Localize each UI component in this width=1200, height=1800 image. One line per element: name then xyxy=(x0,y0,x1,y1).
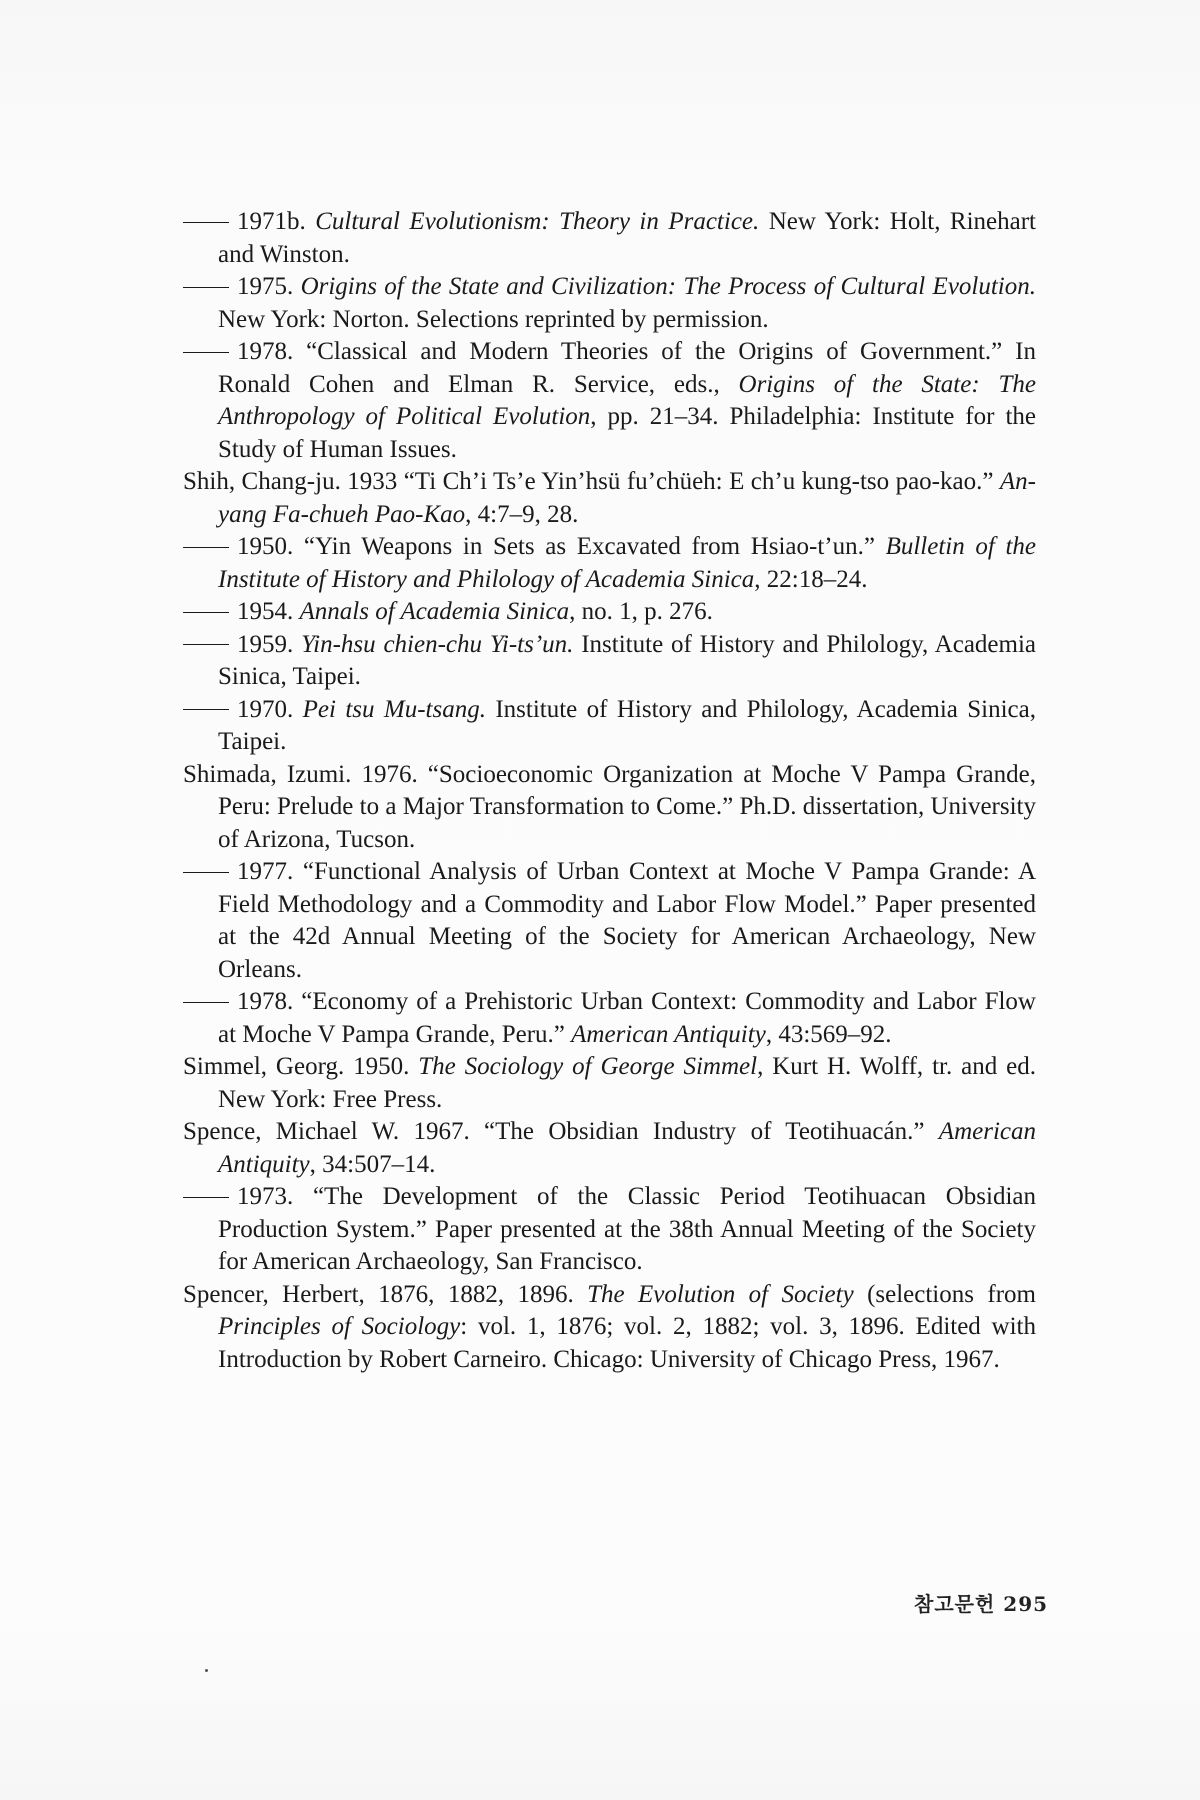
bibliography-entry xyxy=(183,1051,1036,1116)
entry-text: New York: Holt, Rinehart and Winston. xyxy=(218,208,1037,268)
entry-title-italic: Pei tsu Mu-tsang. xyxy=(302,695,486,723)
same-author-dash xyxy=(183,872,229,873)
entry-text: 1959. xyxy=(237,630,302,658)
entry-text: , no. 1, p. 276. xyxy=(569,598,713,625)
entry-text: , Kurt H. Wolff, tr. and ed. New York: Free Press. xyxy=(218,1053,1036,1113)
bibliography-entry xyxy=(183,206,1036,271)
same-author-dash xyxy=(183,709,229,710)
entry-title-italic: The Sociology of George Simmel xyxy=(418,1053,758,1080)
bibliography-entry xyxy=(183,271,1036,336)
bibliography-entry xyxy=(183,986,1036,1051)
bibliography-entry xyxy=(183,759,1036,857)
entry-text: Spencer, Herbert, 1876, 1882, 1896. xyxy=(183,1280,588,1308)
bibliography-entry xyxy=(183,629,1036,694)
entry-text: 1978. “Economy of a Prehistoric Urban Context: Commodity and Labor Flow at Moche V Pampa Grande, Peru.” xyxy=(218,988,1036,1048)
entry-text: 1950. “Yin Weapons in Sets as Excavated from Hsiao-t’un.” xyxy=(237,533,886,560)
entry-text: , 34:507–14. xyxy=(309,1150,436,1178)
entry-text: Spence, Michael W. 1967. “The Obsidian Industry of Teotihuacán.” xyxy=(183,1118,939,1145)
scan-speck xyxy=(205,1669,208,1672)
entry-title-italic: Bulletin of the Institute of History and Philology of Academia Sinica xyxy=(218,533,1036,593)
entry-text: : vol. 1, 1876; vol. 2, 1882; vol. 3, 1896. Edited with Introduction by Robert Carneiro. Chicago: University of Chicago Press, 1967. xyxy=(218,1313,1036,1373)
same-author-dash xyxy=(183,287,229,288)
entry-title-italic: Principles of Sociology xyxy=(218,1313,461,1340)
entry-text: , 4:7–9, 28. xyxy=(465,500,579,528)
page-footer xyxy=(914,1588,1048,1617)
bibliography-entry xyxy=(183,856,1036,986)
entry-text: Simmel, Georg. 1950. xyxy=(183,1053,419,1080)
same-author-dash xyxy=(183,222,229,223)
entry-text: New York: Norton. Selections reprinted by permission. xyxy=(218,305,769,333)
entry-title-italic: American Antiquity xyxy=(571,1020,766,1048)
same-author-dash xyxy=(183,612,229,613)
entry-title-italic: Cultural Evolutionism: Theory in Practice. xyxy=(315,208,760,235)
entry-text: 1975. xyxy=(237,273,301,300)
entry-title-italic: The Evolution of Society xyxy=(587,1280,854,1308)
entry-title-italic: Origins of the State: The Anthropology of Political Evolution xyxy=(218,370,1036,430)
entry-title-italic: American Antiquity xyxy=(218,1118,1036,1178)
entry-title-italic: An-yang Fa-chueh Pao-Kao xyxy=(218,468,1036,528)
same-author-dash xyxy=(183,352,229,353)
entry-text: 1973. “The Development of the Classic Period Teotihuacan Obsidian Production System.” Paper presented at the 38th Annual Meeting of the Society for American Archaeology, San Francisco. xyxy=(218,1183,1036,1275)
entry-title-italic: Origins of the State and Civilization: The Process of Cultural Evolution. xyxy=(300,273,1037,300)
bibliography-entry xyxy=(183,1279,1036,1377)
same-author-dash xyxy=(183,644,229,645)
bibliography-entry xyxy=(183,531,1036,596)
bibliography-entry xyxy=(183,596,1036,629)
entry-text: , 22:18–24. xyxy=(754,565,868,593)
entry-text: , pp. 21–34. Philadelphia: Institute for the Study of Human Issues. xyxy=(218,403,1036,463)
bibliography-entry xyxy=(183,1116,1036,1181)
entry-text: 1970. xyxy=(237,695,303,723)
bibliography-entry xyxy=(183,466,1036,531)
entry-text: Shimada, Izumi. 1976. “Socioeconomic Organization at Moche V Pampa Grande, Peru: Prelude to a Major Transformation to Come.” Ph.D. dissertation, University of Arizona, Tucson. xyxy=(183,760,1036,853)
same-author-dash xyxy=(183,547,229,548)
entry-title-italic: Annals of Academia Sinica xyxy=(299,598,570,625)
entry-text: (selections from xyxy=(853,1280,1036,1308)
entry-text: 1977. “Functional Analysis of Urban Context at Moche V Pampa Grande: A Field Methodology and a Commodity and Labor Flow Model.” Paper presented at the 42d Annual Meeting of the Society for American Archaeology, New Orleans. xyxy=(218,858,1036,983)
entry-text: Institute of History and Philology, Academia Sinica, Taipei. xyxy=(218,695,1036,755)
bibliography-entry xyxy=(183,336,1036,466)
entry-text: 1971b. xyxy=(237,208,316,235)
entry-text: Institute of History and Philology, Academia Sinica, Taipei. xyxy=(218,630,1036,690)
entry-text: Shih, Chang-ju. 1933 “Ti Ch’i Ts’e Yin’hsü fu’chüeh: E ch’u kung-tso pao-kao.” xyxy=(183,468,1000,495)
section-label: 참고문헌 xyxy=(914,1592,996,1616)
entry-text: 1954. xyxy=(237,598,300,625)
entry-text: , 43:569–92. xyxy=(765,1020,892,1048)
same-author-dash xyxy=(183,1197,229,1198)
bibliography-entry xyxy=(183,694,1036,759)
page-number: 295 xyxy=(1003,1592,1049,1616)
same-author-dash xyxy=(183,1002,229,1003)
bibliography-list xyxy=(183,206,1036,1376)
entry-text: 1978. “Classical and Modern Theories of the Origins of Government.” In Ronald Cohen and Elman R. Service, eds., xyxy=(218,338,1036,398)
bibliography-entry xyxy=(183,1181,1036,1279)
entry-title-italic: Yin-hsu chien-chu Yi-ts’un. xyxy=(301,630,574,658)
